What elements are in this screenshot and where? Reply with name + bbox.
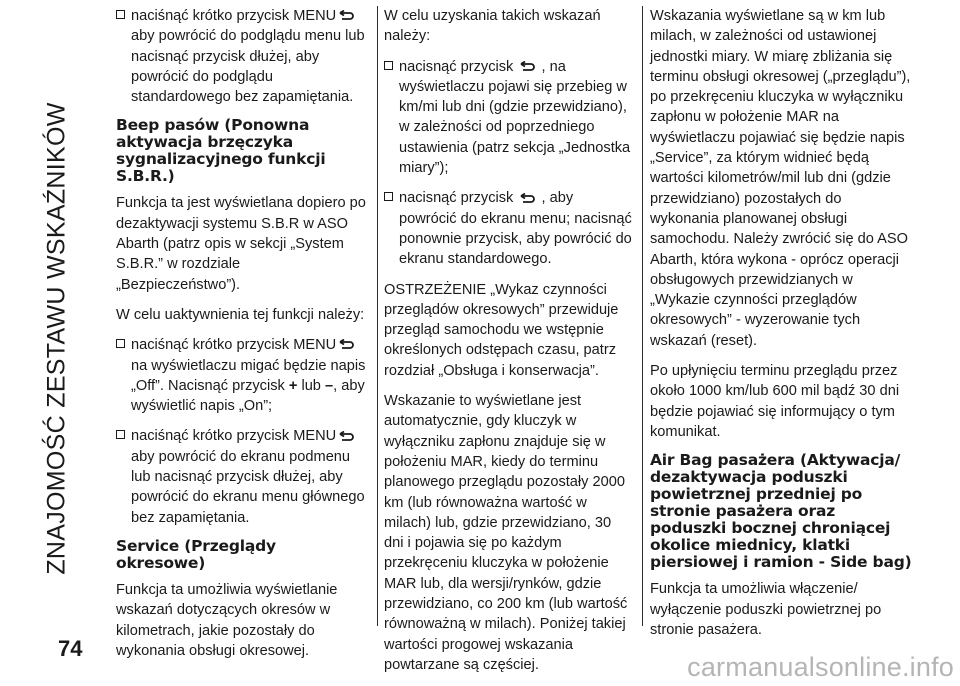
page-number: 74 (58, 636, 83, 661)
column-divider-2 (642, 6, 643, 626)
column-3 (650, 6, 912, 650)
checkbox-bullet-icon (116, 339, 125, 348)
return-arrow-icon (518, 193, 536, 205)
paragraph: Wskazania wyświetlane są w km lub milach, w zależności od ustawionej jednostki miary. W miarę zbliżania się terminu obsługi okresowej („przeglądu”), po przekręceniu kluczyka w wyłączniku zapłonu w położenie MAR na wyświetlaczu pojawiać się będzie napis „Service”, za którym widnieć będą wartości kilometrów/mil lub dni (gdzie przewidziano) pozostałych do wykonania planowanej obsługi samochodu. Należy zwrócić się do ASO Abarth, która wykona - oprócz operacji obsługowych przewidzianych w „Wykazie czynności przeglądów okresowych” - wyzerowanie tych wskazań (reset). (650, 8, 911, 349)
chapter-side-title (34, 42, 80, 634)
section-heading: Beep pasów (Ponowna aktywacja brzęczyka sygnalizacyjnego funkcji S.B.R.) (116, 116, 326, 186)
return-arrow-icon (337, 10, 355, 22)
checkbox-bullet-icon (384, 192, 393, 201)
paragraph: Wskazanie to wyświetlane jest automatycznie, gdy kluczyk w wyłączniku zapłonu znajduje się w położeniu MAR, kiedy do terminu planowego przeglądu pozostały 2000 km (lub równoważna wartość w milach) lub, gdzie przewidziano, 30 dni i pojawia się po każdym przekręceniu kluczyka w położenie MAR lub, dla wersji/rynków, gdzie przewidziano, co 200 km (lub wartość równoważną w milach). Poniżej takiej wartości progowej wskazania powtarzane są częściej. (384, 393, 628, 673)
paragraph: Funkcja ta jest wyświetlana dopiero po dezaktywacji systemu S.B.R w ASO Abarth (patrz opis w sekcji „System S.B.R.” w rozdziale „Bezpieczeństwo”). (116, 195, 366, 293)
minus-symbol: – (324, 377, 334, 394)
column-divider-1 (377, 6, 378, 626)
checkbox-bullet-icon (116, 430, 125, 439)
checkbox-bullet-icon (384, 61, 393, 70)
list-item: naciśnąć krótko przycisk MENU aby powrócić do ekranu podmenu lub nacisnąć przycisk dłużej, aby powrócić do ekranu menu głównego bez zapamiętania. (116, 426, 368, 527)
return-arrow-icon (337, 431, 355, 443)
plus-symbol: + (288, 377, 298, 394)
checkbox-bullet-icon (116, 10, 125, 19)
list-item: naciśnąć krótko przycisk MENU aby powrócić do podglądu menu lub nacisnąć przycisk dłużej, aby powrócić do podglądu standardowego bez zapamiętania. (116, 6, 368, 107)
watermark: carmanualsonline.info (687, 652, 954, 682)
paragraph: Funkcja ta umożliwia włączenie/ wyłączenie poduszki powietrznej po stronie pasażera. (650, 581, 882, 638)
paragraph: OSTRZEŻENIE „Wykaz czynności przeglądów okresowych” przewiduje przegląd samochodu we wstępnie określonych odstępach czasu, patrz rozdział „Obsługa i konserwacja”. (384, 281, 619, 379)
column-1 (116, 6, 368, 671)
return-arrow-icon (337, 339, 355, 351)
section-heading: Air Bag pasażera (Aktywacja/ dezaktywacja poduszki powietrznej przedniej po stronie pasażera oraz poduszki bocznej chroniącej okolice miednicy, klatki piersiowej i ramion - Side bag) (650, 451, 912, 572)
chapter-side-title-text: ZNAJOMOŚĆ ZESTAWU WSKAŹNIKÓW (42, 101, 71, 575)
list-item: naciśnąć krótko przycisk MENU na wyświetlaczu migać będzie napis „Off”. Nacisnąć przycisk + lub –, aby wyświetlić napis „On”; (116, 335, 368, 416)
section-heading: Service (Przeglądy okresowe) (116, 536, 276, 572)
paragraph: Po upłynięciu terminu przeglądu przez około 1000 km/lub 600 mil bądź 30 dni będzie pojawiać się informujący o tym komunikat. (650, 363, 900, 440)
return-arrow-icon (518, 61, 536, 73)
column-2 (384, 6, 640, 685)
list-item: nacisnąć przycisk , aby powrócić do ekranu menu; nacisnąć ponownie przycisk, aby powrócić do ekranu standardowego. (384, 188, 634, 269)
list-item: nacisnąć przycisk , na wyświetlaczu pojawi się przebieg w km/mi lub dni (gdzie przewidziano), w zależności od poprzedniego ustawienia (patrz sekcja „Jednostka miary”); (384, 57, 634, 179)
paragraph: Funkcja ta umożliwia wyświetlanie wskazań dotyczących okresów w kilometrach, jakie pozostały do wykonania obsługi okresowej. (116, 581, 338, 659)
paragraph: W celu uzyskania takich wskazań należy: (384, 8, 601, 45)
paragraph: W celu uaktywnienia tej funkcji należy: (116, 306, 365, 323)
